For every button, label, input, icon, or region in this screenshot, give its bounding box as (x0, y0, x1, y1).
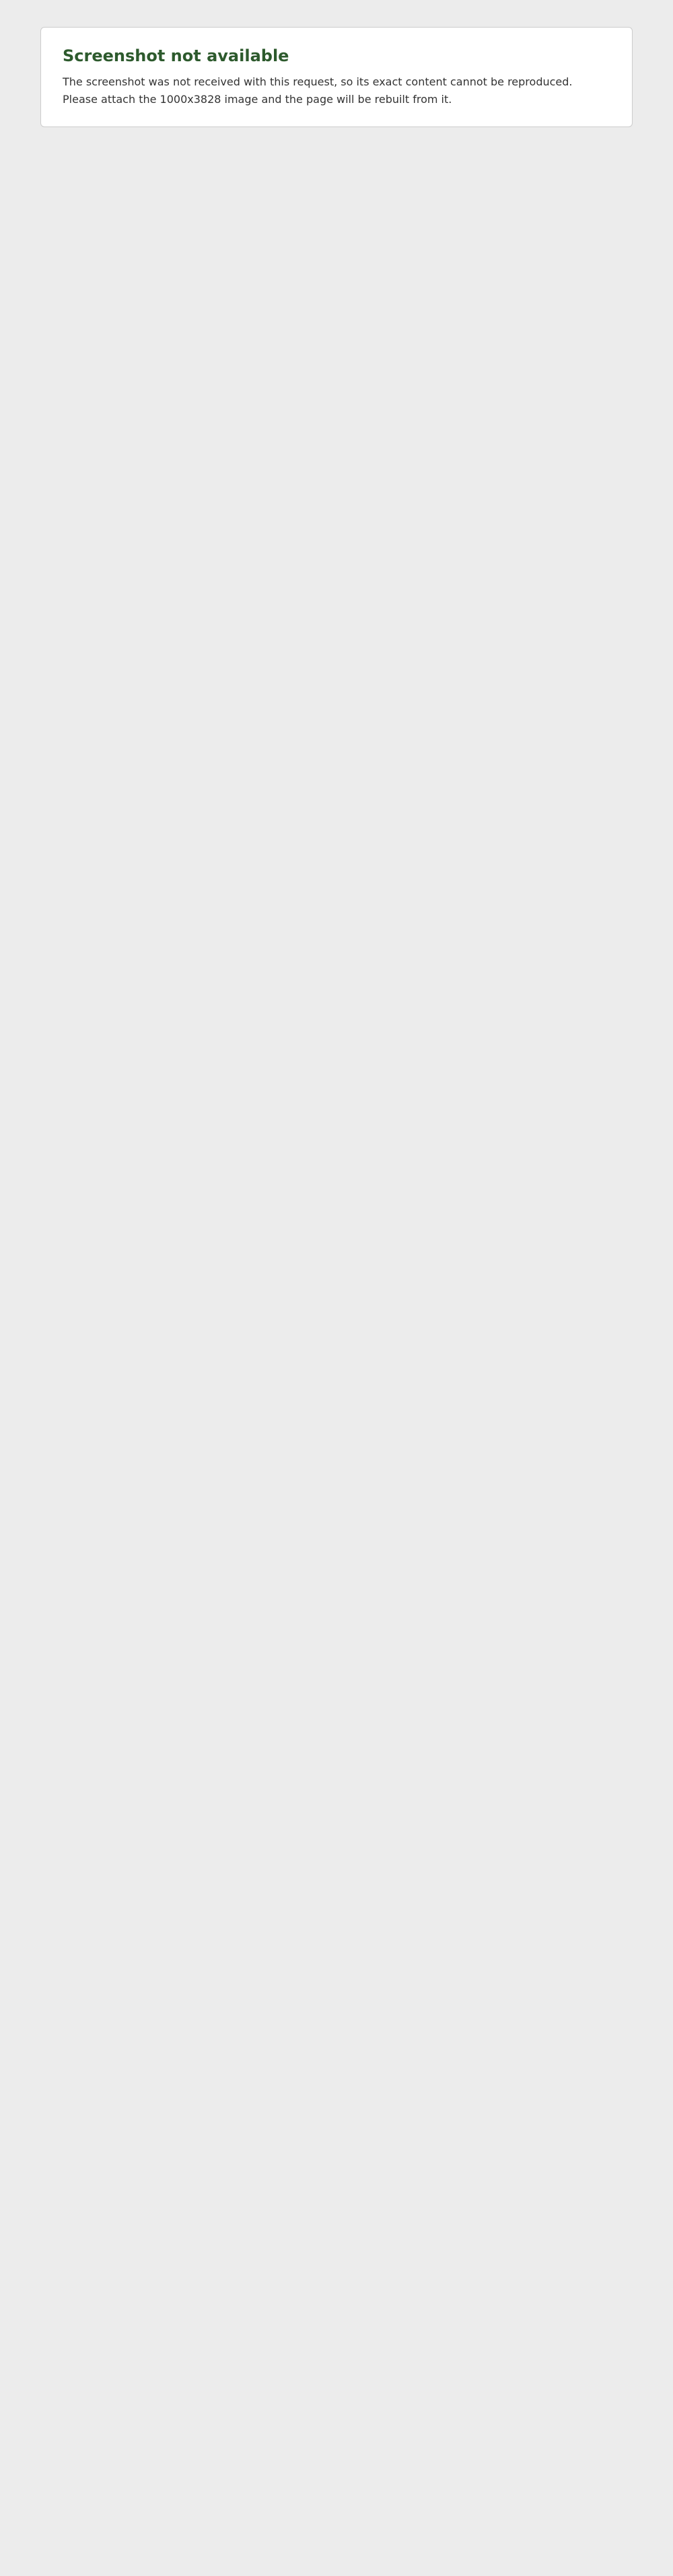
notice-body: The screenshot was not received with this request, so its exact content cannot be reproduced. Please attach the 1000x3828 image and the page will be rebuilt from it. (63, 75, 573, 106)
notice-panel (40, 27, 633, 127)
notice-title: Screenshot not available (63, 46, 289, 65)
